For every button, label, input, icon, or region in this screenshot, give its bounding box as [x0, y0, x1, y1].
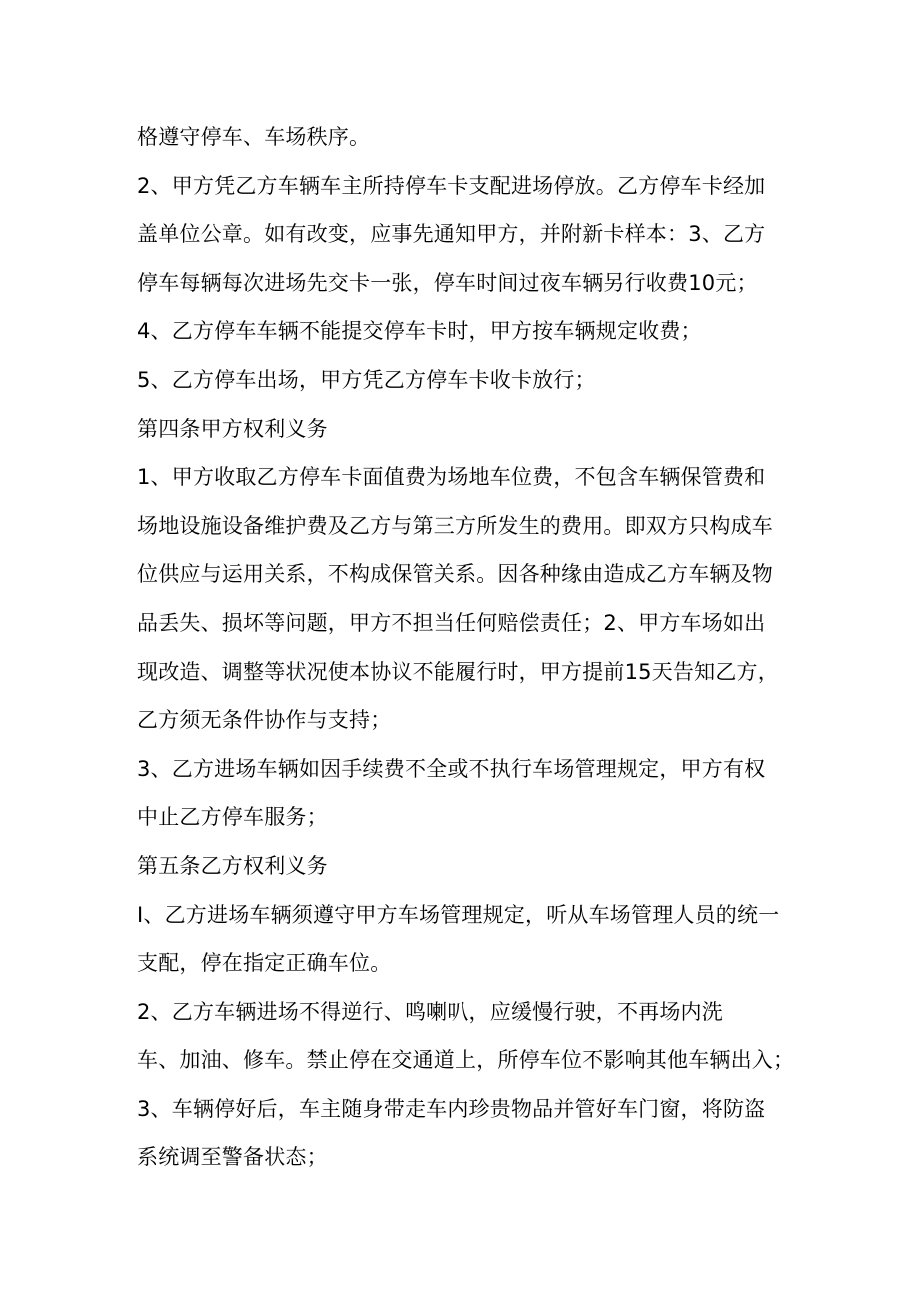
text-line-19: 2、乙方车辆进场不得逆行、鸣喇叭，应缓慢行驶，不再场内洗 — [137, 999, 723, 1024]
text-line-20: 车、加油、修车。禁止停在交通道上，所停车位不影响其他车辆出入； — [137, 1048, 795, 1073]
section-heading-5: 第五条乙方权利义务 — [137, 853, 328, 878]
text-line-18: 支配，停在指定正确车位。 — [137, 951, 392, 976]
document-body — [137, 113, 797, 1182]
text-line-3: 盖单位公章。如有改变，应事先通知甲方，并附新卡样本：3、乙方 — [137, 222, 766, 247]
text-line-6: 5、乙方停车出场，甲方凭乙方停车卡收卡放行； — [137, 367, 596, 392]
text-line-1: 格遵守停车、车场秩序。 — [137, 125, 371, 149]
text-line-5: 4、乙方停车车辆不能提交停车卡时，甲方按车辆规定收费； — [137, 319, 702, 344]
text-line-11: 品丢失、损坏等问题，甲方不担当任何赔偿责任；2、甲方车场如出 — [137, 610, 766, 635]
text-line-10: 位供应与运用关系，不构成保管关系。因各种缘由造成乙方车辆及物 — [137, 562, 773, 587]
section-heading-4: 第四条甲方权利义务 — [137, 416, 328, 441]
text-line-21: 3、车辆停好后，车主随身带走车内珍贵物品并管好车门窗，将防盗 — [137, 1096, 766, 1121]
text-line-8: 1、甲方收取乙方停车卡面值费为场地车位费，不包含车辆保管费和 — [137, 465, 766, 490]
text-line-17: I、乙方进场车辆须遵守甲方车场管理规定，听从车场管理人员的统一 — [137, 902, 780, 927]
text-line-4: 停车每辆每次进场先交卡一张，停车时间过夜车辆另行收费10元； — [137, 270, 758, 295]
text-line-14: 3、乙方进场车辆如因手续费不全或不执行车场管理规定，甲方有权 — [137, 756, 766, 781]
text-line-2: 2、甲方凭乙方车辆车主所持停车卡支配进场停放。乙方停车卡经加 — [137, 173, 766, 198]
text-line-13: 乙方须无条件协作与支持； — [137, 708, 392, 733]
text-line-9: 场地设施设备维护费及乙方与第三方所发生的费用。即双方只构成车 — [137, 513, 773, 538]
text-line-15: 中止乙方停车服务； — [137, 805, 328, 830]
text-line-12: 现改造、调整等状况使本协议不能履行时，甲方提前15天告知乙方， — [137, 659, 779, 684]
text-line-22: 系统调至警备状态； — [137, 1145, 328, 1170]
